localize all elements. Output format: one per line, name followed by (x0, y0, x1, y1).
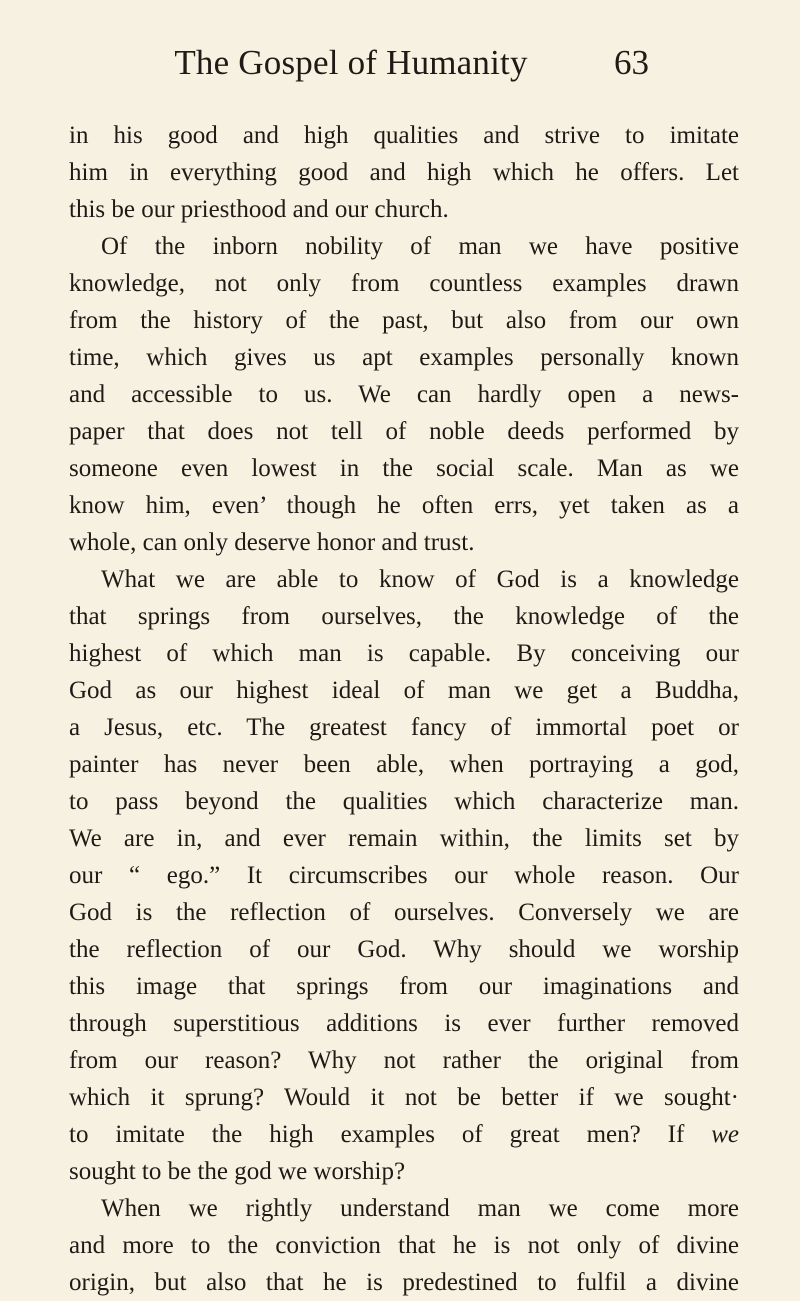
text-line: painter has never been able, when portraying a god, (69, 751, 739, 778)
text-line: from the history of the past, but also from our own (69, 307, 739, 334)
text-line: paper that does not tell of noble deeds performed by (69, 418, 739, 445)
italic-word: we (711, 1121, 740, 1148)
text-line: through superstitious additions is ever further removed (69, 1010, 739, 1037)
text-line: from our reason? Why not rather the original from (69, 1047, 739, 1074)
paragraph-1 (69, 117, 739, 228)
text-line: knowledge, not only from countless examples drawn (69, 270, 739, 297)
paragraph-3 (69, 561, 739, 1190)
page-header (0, 38, 800, 88)
page-number: 63 (614, 43, 649, 82)
text-line: God as our highest ideal of man we get a Buddha, (69, 677, 739, 704)
text-line: and accessible to us. We can hardly open a news- (69, 381, 739, 408)
text-line: in his good and high qualities and strive to imitate (69, 122, 739, 149)
text-segment: to imitate the high examples of great men? If (69, 1121, 685, 1148)
paragraph-2 (69, 228, 739, 561)
text-line: someone even lowest in the social scale. Man as we (69, 455, 739, 482)
text-line: and more to the conviction that he is not only of divine (69, 1232, 739, 1259)
text-line: When we rightly understand man we come more (101, 1195, 739, 1222)
paragraph-4 (69, 1190, 739, 1301)
running-title: The Gospel of Humanity (174, 43, 528, 82)
text-line: Of the inborn nobility of man we have positive (101, 233, 739, 260)
text-line: him in everything good and high which he offers. Let (69, 159, 739, 186)
text-line: time, which gives us apt examples personally known (69, 344, 739, 371)
text-line: know him, even’ though he often errs, yet taken as a (69, 492, 739, 519)
text-line: whole, can only deserve honor and trust. (69, 529, 475, 556)
text-line: We are in, and ever remain within, the limits set by (69, 825, 739, 852)
text-line-with-italic (69, 1116, 739, 1153)
text-line: origin, but also that he is predestined to fulfil a divine (69, 1269, 739, 1296)
text-line: which it sprung? Would it not be better if we sought· (69, 1084, 739, 1111)
text-line: our “ ego.” It circumscribes our whole reason. Our (69, 862, 739, 889)
text-line: highest of which man is capable. By conceiving our (69, 640, 739, 667)
text-line: What we are able to know of God is a knowledge (101, 566, 739, 593)
text-line: a Jesus, etc. The greatest fancy of immortal poet or (69, 714, 739, 741)
text-line: God is the reflection of ourselves. Conversely we are (69, 899, 739, 926)
text-line: this image that springs from our imaginations and (69, 973, 739, 1000)
text-line: to pass beyond the qualities which characterize man. (69, 788, 739, 815)
body-text (69, 117, 739, 1301)
text-line: this be our priesthood and our church. (69, 196, 449, 223)
text-line: the reflection of our God. Why should we worship (69, 936, 739, 963)
text-line: sought to be the god we worship? (69, 1158, 406, 1185)
text-line: that springs from ourselves, the knowledge of the (69, 603, 739, 630)
